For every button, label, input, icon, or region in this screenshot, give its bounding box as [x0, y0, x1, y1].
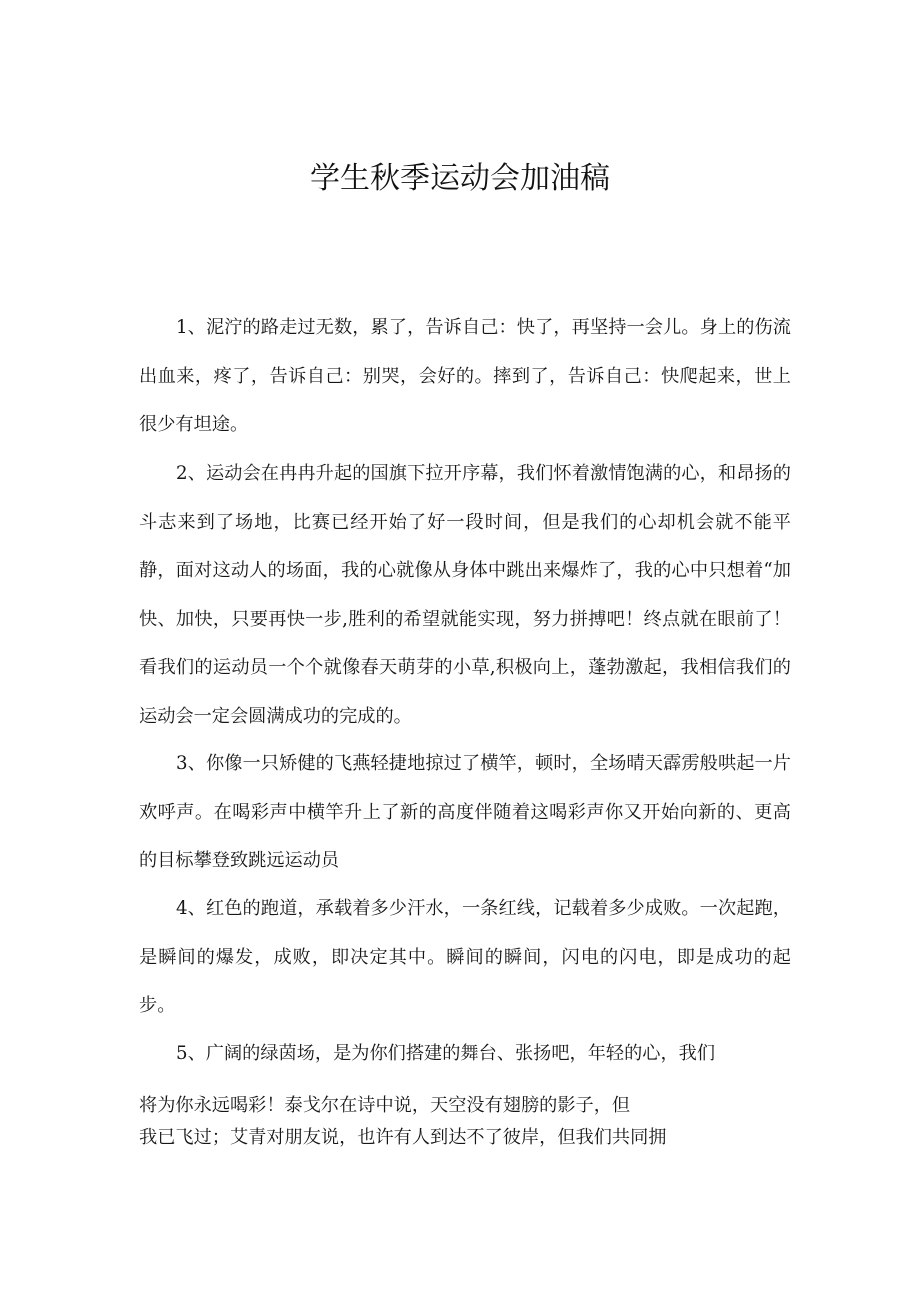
paragraph-2: 2、运动会在冉冉升起的国旗下拉开序幕，我们怀着激情饱满的心，和昂扬的斗志来到了场地，比赛已经开始了好一段时间，但是我们的心却机会就不能平静，面对这动人的场面，我的心就像从身体中跳出来爆炸了，我的心中只想着“加快、加快，只要再快一步,胜利的希望就能实现，努力拼搏吧！终点就在眼前了！看我们的运动员一个个就像春天萌芽的小草,积极向上，蓬勃激起，我相信我们的运动会一定会圆满成功的完成的。 — [139, 463, 791, 727]
paragraph-1: 1、泥泞的路走过无数，累了，告诉自己：快了，再坚持一会儿。身上的伤流出血来，疼了，告诉自己：别哭，会好的。摔到了，告诉自己：快爬起来，世上很少有坦途。 — [139, 317, 791, 435]
document-title: 学生秋季运动会加油稿 — [310, 161, 610, 196]
paragraph-3: 3、你像一只矫健的飞燕轻捷地掠过了横竿，顿时，全场晴天霹雳般哄起一片欢呼声。在喝彩声中横竿升上了新的高度伴随着这喝彩声你又开始向新的、更高的目标攀登致跳远运动员 — [139, 753, 791, 871]
paragraph-5-line-3: 我已飞过；艾青对朋友说，也许有人到达不了彼岸，但我们共同拥 — [139, 1127, 667, 1148]
paragraph-5-line-2: 将为你永远喝彩！泰戈尔在诗中说，天空没有翅膀的影子，但 — [139, 1095, 631, 1116]
paragraph-5-line-1: 5、广阔的绿茵场，是为你们搭建的舞台、张扬吧，年轻的心，我们 — [176, 1043, 716, 1064]
paragraph-4: 4、红色的跑道，承载着多少汗水，一条红线，记载着多少成败。一次起跑，是瞬间的爆发，成败，即决定其中。瞬间的瞬间，闪电的闪电，即是成功的起步。 — [139, 898, 791, 1016]
